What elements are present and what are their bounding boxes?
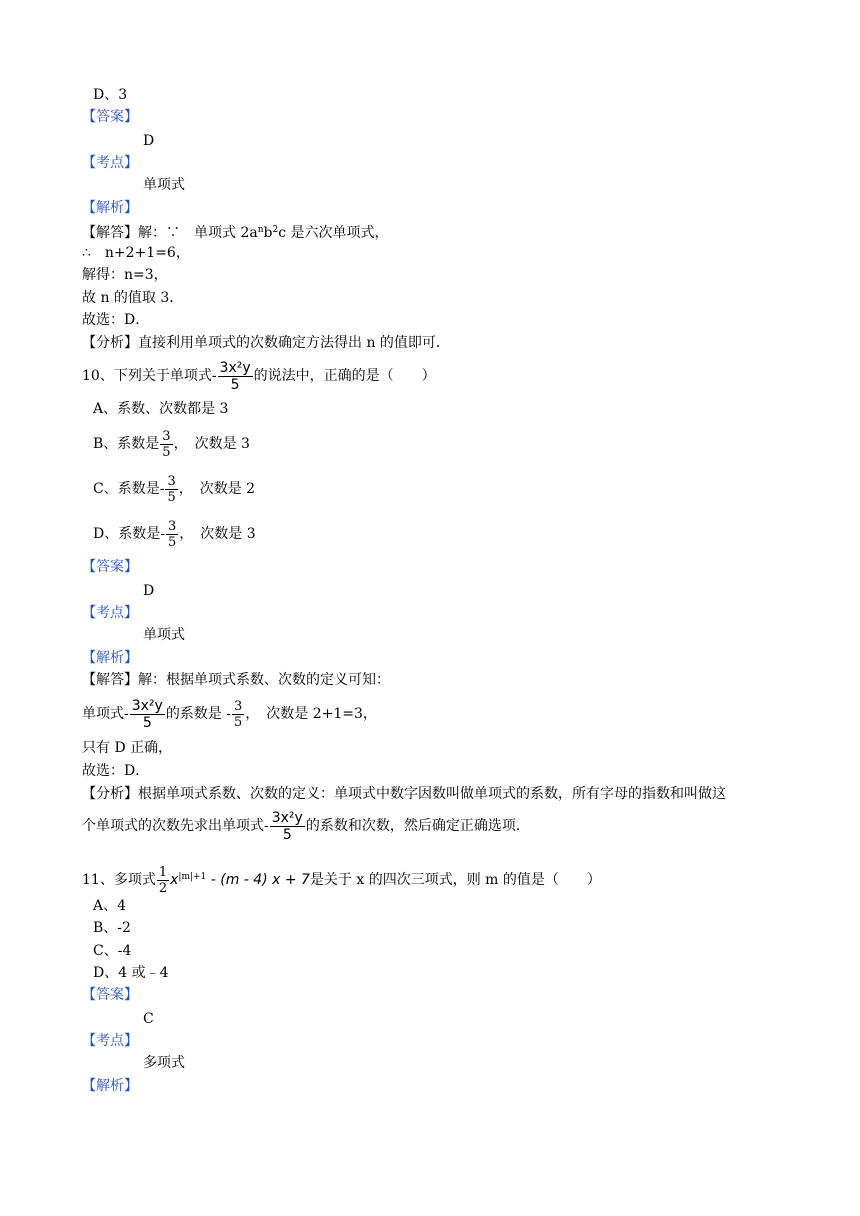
q11-poly-rest: - (m - 4) x + 7	[206, 872, 310, 888]
q10-sol2-coef-num: 3	[234, 698, 243, 714]
q10-topic-tag: 【考点】	[82, 605, 138, 621]
q11-stem-prefix: 11、多项式	[82, 872, 156, 888]
q11-option-a: A、4	[93, 898, 127, 914]
q10-stem-frac-den: 5	[230, 376, 240, 393]
q10-stem	[82, 357, 436, 395]
q10-answer: D	[143, 583, 155, 599]
q10-option-c-prefix: C、系数是-	[93, 481, 165, 497]
q10-sol2-frac-num: 3x²y	[131, 697, 163, 714]
q9-solution-line3: 解得：n=3，	[82, 267, 168, 283]
q10-fenxi-frac-num: 3x²y	[271, 809, 303, 826]
q11-x-var: x	[170, 872, 179, 888]
q9-sup-2: 2	[272, 225, 279, 235]
q10-option-d-fraction	[166, 520, 178, 549]
q9-analysis-tag: 【解析】	[82, 200, 138, 216]
q10-option-b-num: 3	[162, 428, 171, 444]
q10-option-d-suffix: ， 次数是 3	[179, 526, 256, 542]
q9-fenxi-line	[82, 334, 450, 352]
q9-solution-line2: ∴ n+2+1=6，	[82, 245, 190, 261]
q10-fenxi-fraction	[270, 811, 305, 842]
q10-solution-line1	[82, 671, 390, 689]
q10-stem-fraction	[218, 361, 253, 392]
q10-option-d-den: 5	[167, 534, 177, 550]
q9-fenxi-tag: 【分析】	[82, 335, 138, 351]
q10-option-b	[93, 425, 250, 463]
q10-sol2-coef-fraction	[232, 700, 244, 729]
q11-topic-tag: 【考点】	[82, 1033, 138, 1049]
q11-answer: C	[143, 1011, 154, 1027]
q10-option-c-fraction	[165, 475, 177, 504]
q10-sol2-fraction	[130, 699, 165, 730]
q11-option-d: D、4 或﹣4	[93, 965, 169, 981]
q10-option-b-suffix: ， 次数是 3	[173, 436, 250, 452]
q10-solution-line4: 故选：D．	[82, 763, 150, 779]
q10-option-b-prefix: B、系数是	[93, 436, 160, 452]
q10-answer-tag: 【答案】	[82, 559, 138, 575]
q10-option-c-num: 3	[167, 473, 176, 489]
q10-sol2-frac-den: 5	[142, 714, 152, 731]
q10-analysis-tag: 【解析】	[82, 650, 138, 666]
q11-option-c: C、-4	[93, 943, 132, 959]
q9-solution-line1	[82, 221, 389, 242]
q10-fenxi-prefix2: 个单项式的次数先求出单项式-	[82, 818, 269, 834]
q10-stem-prefix: 10、下列关于单项式-	[82, 368, 217, 384]
q11-stem	[82, 858, 601, 899]
q11-half-num: 1	[158, 864, 168, 880]
q9-b-letter: b	[263, 225, 273, 241]
q9-sup-n: n	[257, 225, 264, 235]
q10-solution-line3: 只有 D 正确，	[82, 740, 173, 756]
q10-option-d-prefix: D、系数是-	[93, 526, 165, 542]
q9-option-d: D、3	[93, 87, 128, 103]
q10-fenxi-frac-den: 5	[282, 826, 292, 843]
q11-exponent: |m|+1	[178, 872, 207, 882]
q10-fenxi-line2	[82, 807, 530, 845]
q11-answer-tag: 【答案】	[82, 987, 138, 1003]
q10-stem-suffix: 的说法中，正确的是（ ）	[253, 368, 436, 384]
q10-sol2-coef-den: 5	[234, 714, 243, 730]
q10-fenxi-tag: 【分析】	[82, 786, 138, 802]
q10-solution-text: 解：根据单项式系数、次数的定义可知：	[138, 672, 390, 688]
q10-fenxi-suffix2: 的系数和次数，然后确定正确选项．	[305, 818, 530, 834]
q9-solution-intro: 解：∵ 单项式 2a	[138, 225, 258, 241]
q10-fenxi-line1	[82, 785, 726, 803]
q10-solution-tag: 【解答】	[82, 672, 138, 688]
q10-option-a: A、系数、次数都是 3	[93, 401, 229, 417]
q10-stem-frac-num: 3x²y	[219, 359, 251, 376]
q10-option-d-num: 3	[167, 518, 177, 534]
q10-sol2-mid: 的系数是 -	[165, 706, 232, 722]
q10-option-c-den: 5	[167, 489, 176, 505]
q10-option-c	[93, 470, 255, 508]
q11-analysis-tag: 【解析】	[82, 1078, 138, 1094]
q10-sol2-suffix: ， 次数是 2+1=3，	[245, 706, 377, 722]
q9-solution-tail: c 是六次单项式，	[278, 225, 389, 241]
q11-topic: 多项式	[143, 1055, 185, 1071]
q9-fenxi-text: 直接利用单项式的次数确定方法得出 n 的值即可．	[138, 335, 450, 351]
q10-topic: 单项式	[143, 627, 185, 643]
q9-topic: 单项式	[143, 177, 185, 193]
q9-topic-tag: 【考点】	[82, 155, 138, 171]
q10-option-d	[93, 515, 256, 553]
q10-sol2-prefix: 单项式-	[82, 706, 129, 722]
q10-option-c-suffix: ， 次数是 2	[178, 481, 256, 497]
q11-half-fraction	[157, 866, 169, 895]
q10-option-b-den: 5	[162, 444, 171, 460]
q11-option-b: B、-2	[93, 920, 131, 936]
q11-half-den: 2	[158, 880, 168, 896]
q11-stem-suffix: 是关于 x 的四次三项式，则 m 的值是（ ）	[309, 872, 601, 888]
q10-solution-line2	[82, 695, 377, 733]
q9-answer: D	[143, 133, 155, 149]
q10-option-b-fraction	[160, 430, 172, 459]
q9-solution-line4: 故 n 的值取 3．	[82, 290, 184, 306]
q9-solution-line5: 故选：D．	[82, 312, 150, 328]
q9-solution-tag: 【解答】	[82, 225, 138, 241]
q9-answer-tag: 【答案】	[82, 109, 138, 125]
q10-fenxi-text1: 根据单项式系数、次数的定义：单项式中数字因数叫做单项式的系数，所有字母的指数和叫做这	[138, 786, 726, 802]
